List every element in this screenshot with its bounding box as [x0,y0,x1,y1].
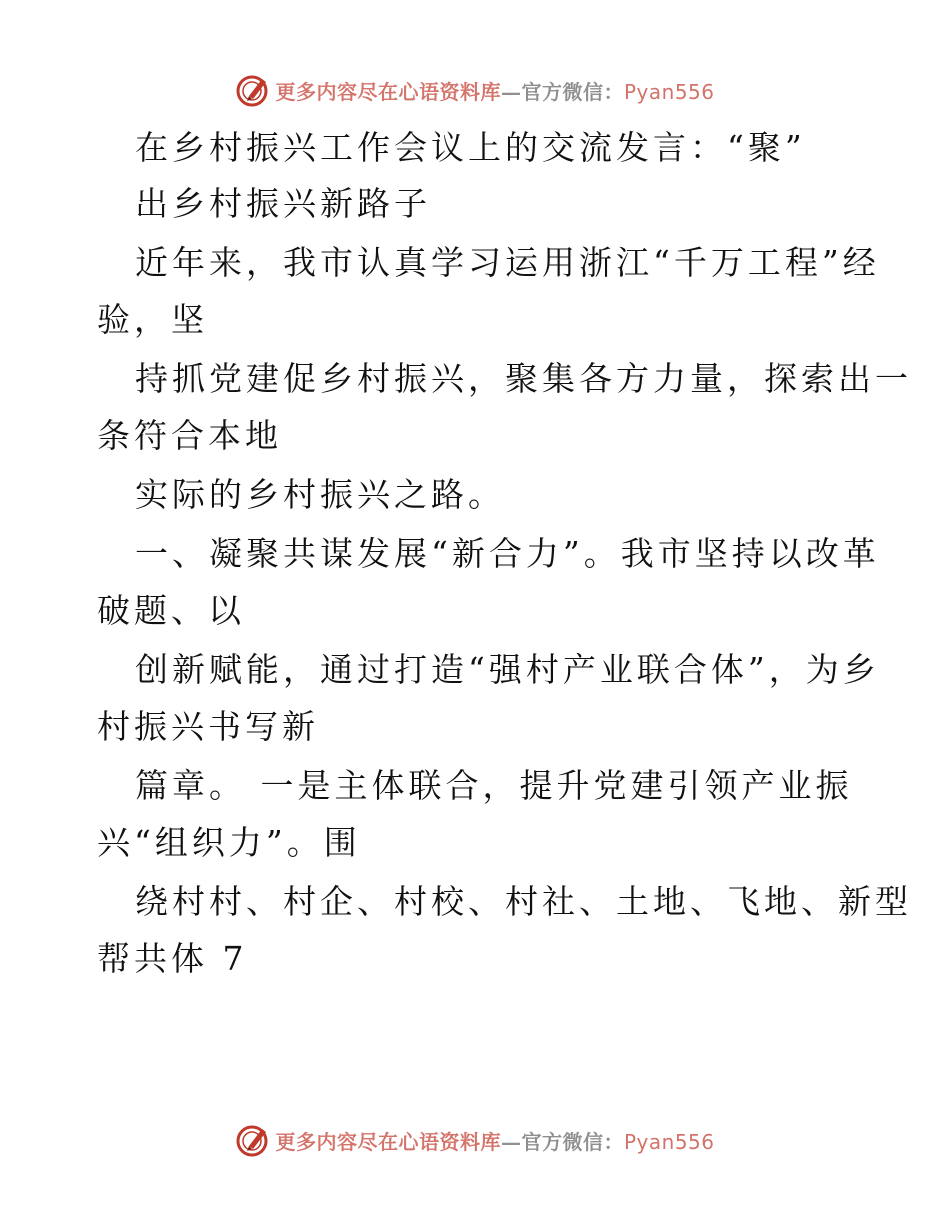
paragraph-line: 村振兴书写新 [97,707,319,746]
watermark-text [275,76,714,105]
watermark-text [275,1126,714,1155]
watermark-separator: — [500,79,522,104]
watermark-contact-label: 官方微信： [521,1129,624,1154]
watermark-brand: 更多内容尽在心语资料库 [275,79,501,104]
document-title-line-2: 出乡村振兴新路子 [135,184,431,223]
paragraph-line: 破题、以 [97,591,245,630]
header-watermark-banner [0,70,950,110]
paragraph-line: 近年来，我市认真学习运用浙江“千万工程”经 [135,243,880,282]
paragraph-line: 兴“组织力”。围 [97,823,361,862]
paragraph-line: 持抓党建促乡村振兴，聚集各方力量，探索出一 [135,359,912,398]
pen-nib-seal-icon [235,72,271,108]
paragraph-line: 绕村村、村企、村校、村社、土地、飞地、新型 [135,882,912,921]
paragraph-line: 创新赋能，通过打造“强村产业联合体”，为乡 [135,650,880,689]
paragraph-line: 实际的乡村振兴之路。 [135,475,505,514]
pen-nib-seal-icon [235,1122,271,1158]
paragraph-line: 一、凝聚共谋发展“新合力”。我市坚持以改革 [135,534,880,573]
footer-watermark-banner [0,1120,950,1160]
watermark-handle: Pyan556 [623,79,715,104]
watermark-contact-label: 官方微信： [521,79,624,104]
watermark-handle: Pyan556 [623,1129,715,1154]
paragraph-line: 篇章。 一是主体联合，提升党建引领产业振 [135,766,853,805]
paragraph-line: 验，坚 [97,300,208,339]
watermark-separator: — [500,1129,522,1154]
watermark-brand: 更多内容尽在心语资料库 [275,1129,501,1154]
document-title-line-1: 在乡村振兴工作会议上的交流发言：“聚” [135,128,806,167]
paragraph-line: 帮共体 7 [97,939,248,978]
paragraph-line: 条符合本地 [97,416,282,455]
